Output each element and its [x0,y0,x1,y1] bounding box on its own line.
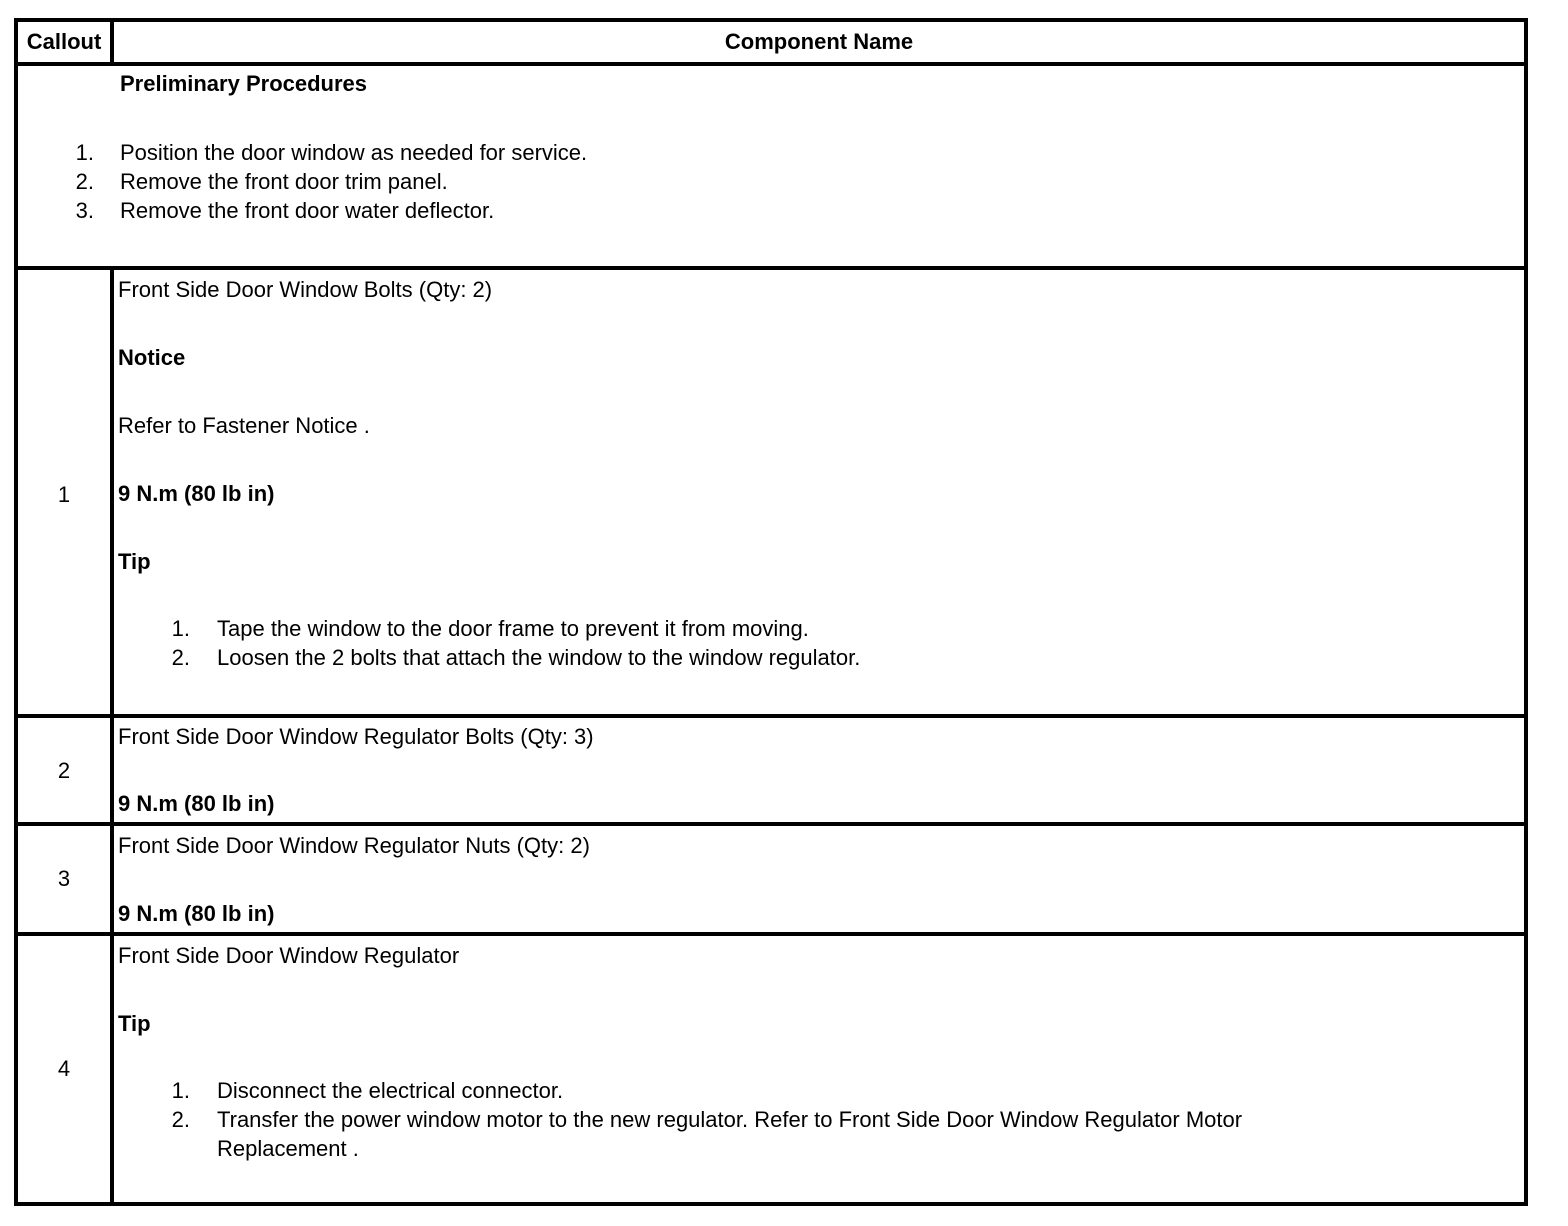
component-table [14,18,1528,1206]
tip-text: Loosen the 2 bolts that attach the window to the window regulator. [217,645,861,670]
tip-number: 2. [171,1107,190,1132]
torque-spec: 9 N.m (80 lb in) [118,791,275,816]
tip-text: Tape the window to the door frame to prevent it from moving. [217,616,809,641]
torque-spec: 9 N.m (80 lb in) [118,481,275,506]
step-text: Position the door window as needed for service. [120,140,588,165]
preliminary-title: Preliminary Procedures [120,71,368,96]
tip-number: 1. [171,616,190,641]
tip-number: 2. [171,645,190,670]
tip-label: Tip [118,549,151,574]
tip-label: Tip [118,1011,151,1036]
component-name: Front Side Door Window Regulator Nuts (Qty: 2) [118,833,590,858]
callout-number: 1 [57,482,71,507]
tip-text-continued: Replacement . [217,1136,359,1161]
tip-text: Transfer the power window motor to the new regulator. Refer to Front Side Door Window Regulator Motor [217,1107,1243,1132]
preliminary-section [18,66,1524,266]
step-number: 1. [75,140,94,165]
step-text: Remove the front door water deflector. [120,198,495,223]
table-row [18,718,1524,822]
step-text: Remove the front door trim panel. [120,169,448,194]
table-row [18,826,1524,932]
component-name: Front Side Door Window Regulator [118,943,460,968]
table-row [18,936,1524,1206]
notice-text: Refer to Fastener Notice . [118,413,370,438]
component-name: Front Side Door Window Bolts (Qty: 2) [118,277,493,302]
tip-number: 1. [171,1078,190,1103]
step-number: 3. [75,198,94,223]
callout-number: 4 [57,1056,71,1081]
callout-number: 2 [57,758,71,783]
notice-label: Notice [118,345,186,370]
header-component-name: Component Name [724,29,914,54]
torque-spec: 9 N.m (80 lb in) [118,901,275,926]
step-number: 2. [75,169,94,194]
table-row [18,270,1524,714]
header-callout: Callout [26,29,102,54]
callout-number: 3 [57,866,71,891]
tip-text: Disconnect the electrical connector. [217,1078,564,1103]
component-name: Front Side Door Window Regulator Bolts (Qty: 3) [118,724,594,749]
table-header [18,22,1524,62]
